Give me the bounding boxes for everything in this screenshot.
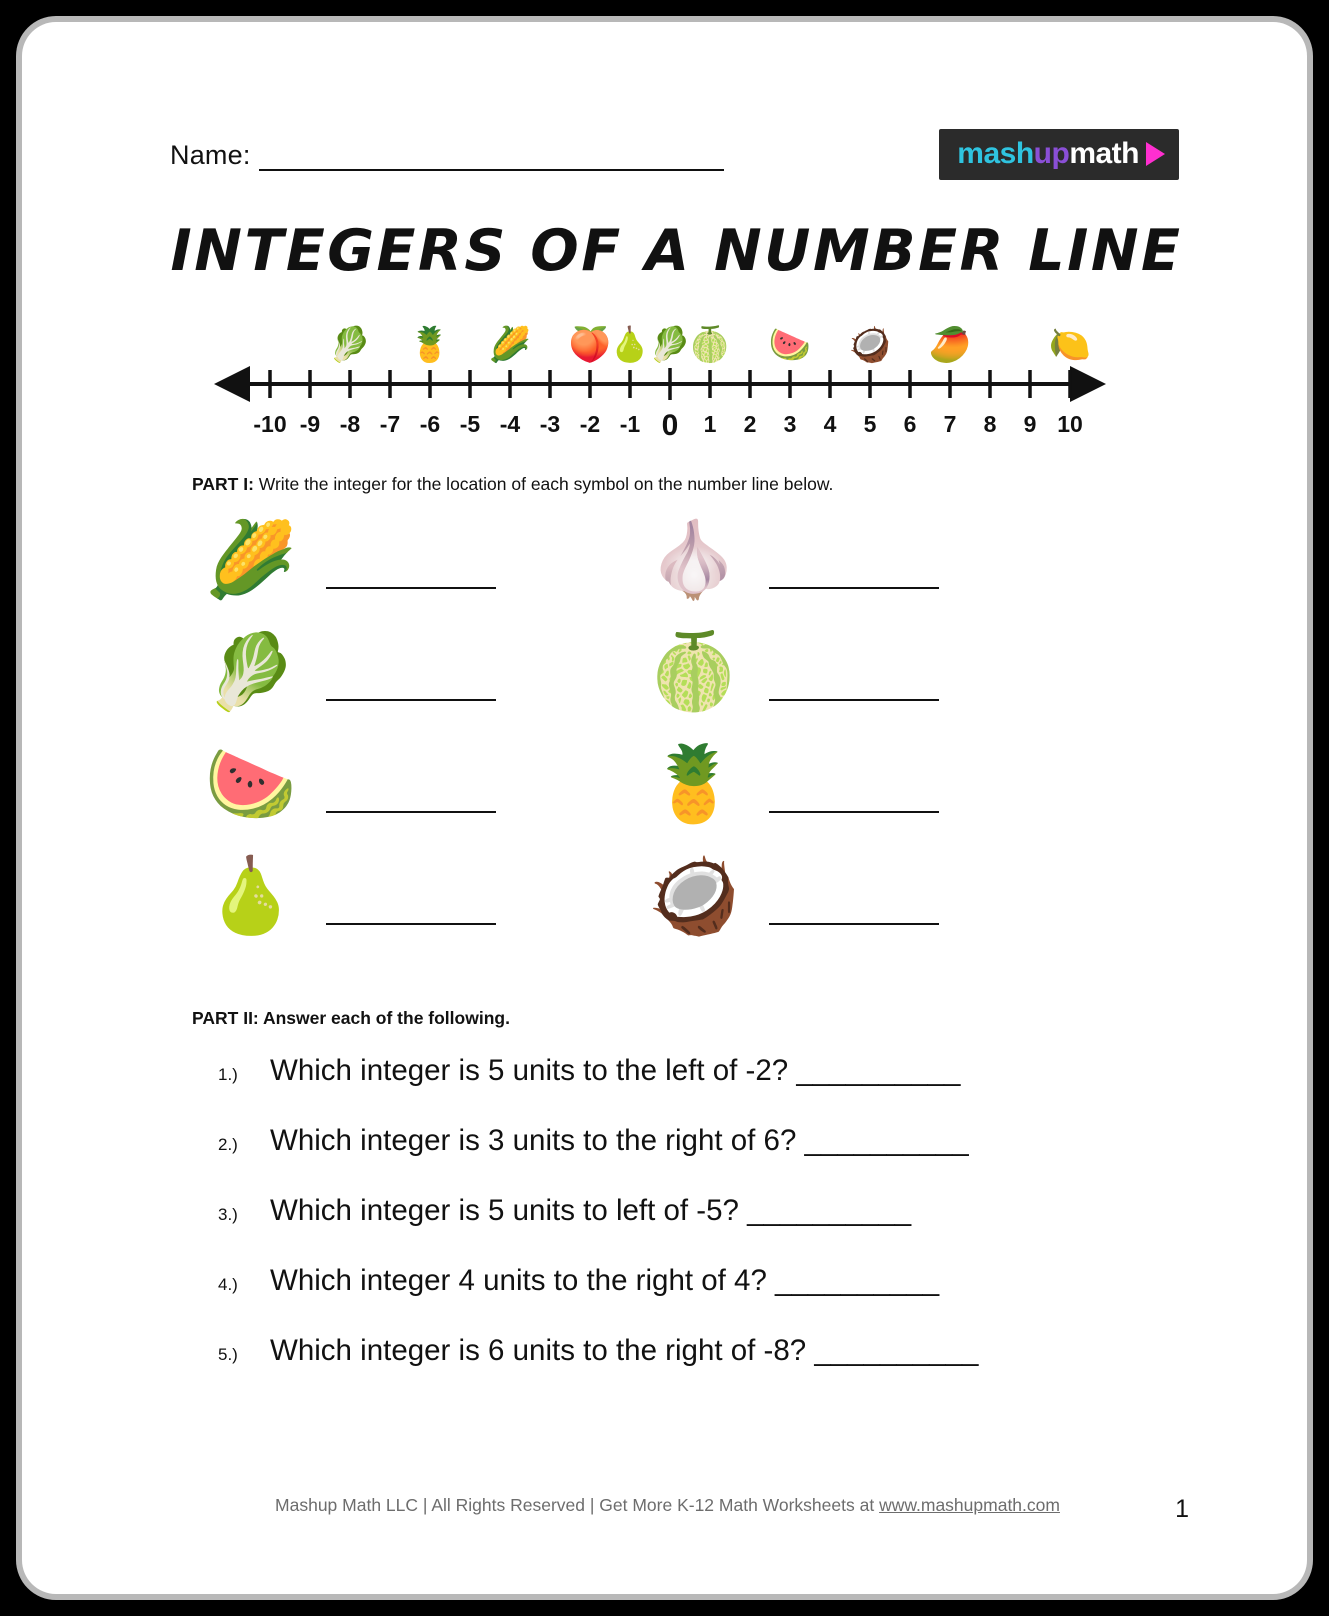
- answer-blank[interactable]: [326, 867, 496, 925]
- number-line-marker-pineapple: 🍍: [408, 326, 452, 364]
- question-text[interactable]: Which integer 4 units to the right of 4? __________: [270, 1264, 940, 1297]
- question-3: [218, 1194, 1218, 1228]
- name-label: Name:: [170, 140, 251, 170]
- page-title: INTEGERS OF A NUMBER LINE: [170, 218, 1183, 284]
- answer-blank[interactable]: [326, 755, 496, 813]
- number-line-marker-lemon: 🍋: [1048, 326, 1092, 364]
- logo-text-up: up: [1033, 137, 1070, 170]
- part1-item: [192, 728, 682, 840]
- name-field-row: [170, 140, 724, 171]
- footer-text: Mashup Math LLC | All Rights Reserved | Get More K-12 Math Worksheets at: [275, 1495, 880, 1515]
- part1-left-column: [192, 504, 682, 952]
- part2-question-list: [218, 1054, 1218, 1404]
- svg-text:2: 2: [743, 411, 757, 437]
- question-text[interactable]: Which integer is 3 units to the right of 6? __________: [270, 1124, 969, 1157]
- part1-item: [192, 616, 682, 728]
- number-line: [210, 322, 1110, 452]
- watermelon-icon: 🍉: [204, 742, 298, 825]
- part1-heading-text: Write the integer for the location of each symbol on the number line below.: [253, 474, 834, 494]
- beet-icon: 🧄: [647, 518, 741, 601]
- number-line-marker-melon: 🍈: [688, 326, 732, 364]
- question-number: 4.): [218, 1275, 238, 1294]
- svg-text:-3: -3: [539, 411, 561, 437]
- svg-text:-8: -8: [339, 411, 361, 437]
- svg-text:10: 10: [1057, 411, 1083, 437]
- svg-text:7: 7: [943, 411, 957, 437]
- question-number: 2.): [218, 1135, 238, 1154]
- part2-heading-label: PART II: Answer each of the following.: [192, 1008, 510, 1028]
- name-input-line[interactable]: [259, 141, 724, 171]
- svg-text:-4: -4: [499, 411, 521, 437]
- answer-blank[interactable]: [769, 643, 939, 701]
- question-text[interactable]: Which integer is 5 units to left of -5? __________: [270, 1194, 912, 1227]
- page-number: 1: [1175, 1495, 1189, 1523]
- melon-icon: 🍈: [647, 630, 741, 713]
- answer-blank[interactable]: [769, 531, 939, 589]
- question-number: 5.): [218, 1345, 238, 1364]
- mashup-math-logo: [939, 129, 1179, 180]
- number-line-marker-watermelon: 🍉: [768, 326, 812, 364]
- corn-icon: 🌽: [204, 518, 298, 601]
- part1-heading: [192, 474, 833, 495]
- question-number: 3.): [218, 1205, 238, 1224]
- svg-text:5: 5: [863, 411, 877, 437]
- svg-text:1: 1: [703, 411, 717, 437]
- number-line-marker-beet: 🥬: [648, 326, 692, 364]
- question-4: [218, 1264, 1218, 1298]
- part1-item: [192, 840, 682, 952]
- svg-text:-10: -10: [253, 411, 287, 437]
- answer-blank[interactable]: [769, 755, 939, 813]
- worksheet-page: [22, 22, 1307, 1594]
- footer: [22, 1495, 1307, 1516]
- question-text[interactable]: Which integer is 5 units to the left of -2? __________: [270, 1054, 961, 1087]
- svg-text:8: 8: [983, 411, 997, 437]
- svg-text:6: 6: [903, 411, 917, 437]
- svg-text:-9: -9: [299, 411, 321, 437]
- svg-text:-6: -6: [419, 411, 441, 437]
- lettuce-icon: 🥬: [204, 630, 298, 713]
- footer-link[interactable]: www.mashupmath.com: [879, 1495, 1060, 1515]
- pear-icon: 🍐: [204, 854, 298, 937]
- worksheet-sheet: [22, 22, 1307, 1594]
- question-2: [218, 1124, 1218, 1158]
- part2-heading: [192, 1008, 510, 1029]
- svg-text:-1: -1: [619, 411, 641, 437]
- svg-text:-7: -7: [379, 411, 401, 437]
- number-line-marker-papaya: 🥭: [928, 326, 972, 364]
- question-1: [218, 1054, 1218, 1088]
- svg-text:3: 3: [783, 411, 797, 437]
- svg-text:-5: -5: [459, 411, 481, 437]
- logo-text-mash: mash: [957, 137, 1034, 170]
- number-line-marker-lettuce: 🥬: [328, 326, 372, 364]
- part1-right-column: [635, 504, 1125, 952]
- answer-blank[interactable]: [769, 867, 939, 925]
- svg-text:4: 4: [823, 411, 837, 437]
- part1-item: [192, 504, 682, 616]
- play-triangle-icon: [1146, 142, 1165, 166]
- question-text[interactable]: Which integer is 6 units to the right of -8? __________: [270, 1334, 979, 1367]
- part1-item: [635, 504, 1125, 616]
- part1-item: [635, 616, 1125, 728]
- svg-text:9: 9: [1023, 411, 1037, 437]
- number-line-marker-peach: 🍑: [568, 326, 612, 364]
- answer-blank[interactable]: [326, 643, 496, 701]
- part1-item: [635, 728, 1125, 840]
- question-number: 1.): [218, 1065, 238, 1084]
- part1-heading-label: PART I:: [192, 474, 254, 494]
- number-line-marker-coconut: 🥥: [848, 326, 892, 364]
- part1-item: [635, 840, 1125, 952]
- coconut-icon: 🥥: [647, 854, 741, 937]
- number-line-marker-corn: 🌽: [488, 326, 532, 364]
- answer-blank[interactable]: [326, 531, 496, 589]
- logo-text-math: math: [1069, 137, 1139, 170]
- number-line-marker-pear: 🍐: [608, 326, 652, 364]
- svg-text:-2: -2: [579, 411, 601, 437]
- pineapple-icon: 🍍: [647, 742, 741, 825]
- question-5: [218, 1334, 1218, 1368]
- svg-text:0: 0: [661, 409, 679, 442]
